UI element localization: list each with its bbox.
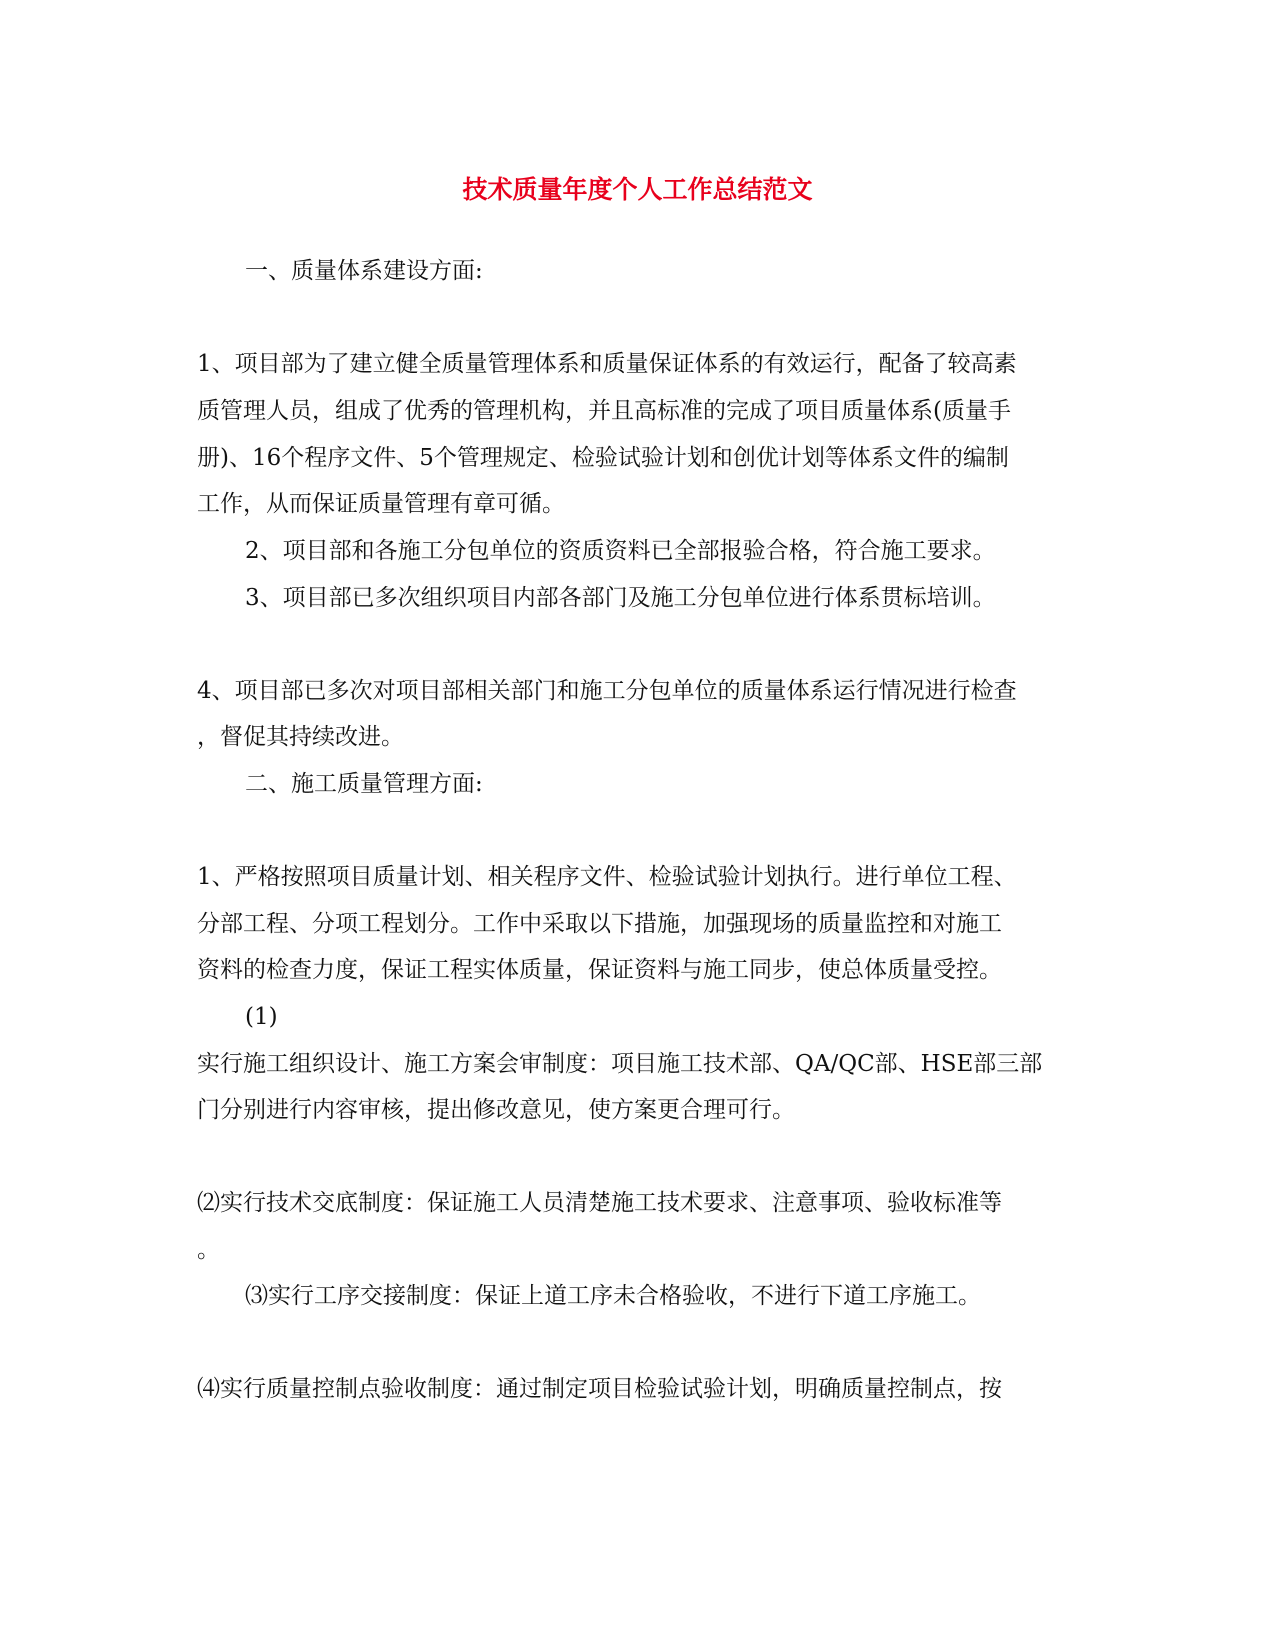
document-title: 技术质量年度个人工作总结范文 bbox=[462, 175, 813, 204]
paragraph-line: ⑷实行质量控制点验收制度：通过制定项目检验试验计划，明确质量控制点，按 bbox=[197, 1376, 1002, 1402]
paragraph-line: ，督促其持续改进。 bbox=[197, 724, 404, 750]
paragraph-line: ⑵实行技术交底制度：保证施工人员清楚施工技术要求、注意事项、验收标准等 bbox=[197, 1190, 1002, 1216]
paragraph-line: 资料的检查力度，保证工程实体质量，保证资料与施工同步，使总体质量受控。 bbox=[197, 957, 1002, 983]
paragraph-line: 实行施工组织设计、施工方案会审制度：项目施工技术部、QA/QC部、HSE部三部 bbox=[197, 1051, 1043, 1077]
paragraph-line: 1、严格按照项目质量计划、相关程序文件、检验试验计划执行。进行单位工程、 bbox=[197, 864, 1017, 890]
paragraph-line: 分部工程、分项工程划分。工作中采取以下措施，加强现场的质量监控和对施工 bbox=[197, 911, 1002, 937]
paragraph-line: 1、项目部为了建立健全质量管理体系和质量保证体系的有效运行，配备了较高素 bbox=[197, 351, 1017, 377]
paragraph-line: 。 bbox=[197, 1237, 220, 1263]
paragraph-line: ⑶实行工序交接制度：保证上道工序未合格验收，不进行下道工序施工。 bbox=[245, 1283, 981, 1309]
section-heading: 一、质量体系建设方面: bbox=[245, 258, 483, 284]
paragraph-line: 册)、16个程序文件、5个管理规定、检验试验计划和创优计划等体系文件的编制 bbox=[197, 445, 1009, 471]
section-heading: 二、施工质量管理方面: bbox=[245, 771, 483, 797]
paragraph-line: 质管理人员，组成了优秀的管理机构，并且高标准的完成了项目质量体系(质量手 bbox=[197, 398, 1011, 424]
paragraph-line: 3、项目部已多次组织项目内部各部门及施工分包单位进行体系贯标培训。 bbox=[245, 585, 996, 611]
paragraph-line: (1) bbox=[245, 1004, 278, 1030]
paragraph-line: 4、项目部已多次对项目部相关部门和施工分包单位的质量体系运行情况进行检查 bbox=[197, 678, 1017, 704]
paragraph-line: 工作，从而保证质量管理有章可循。 bbox=[197, 491, 565, 517]
paragraph-line: 门分别进行内容审核，提出修改意见，使方案更合理可行。 bbox=[197, 1097, 795, 1123]
paragraph-line: 2、项目部和各施工分包单位的资质资料已全部报验合格，符合施工要求。 bbox=[245, 538, 996, 564]
